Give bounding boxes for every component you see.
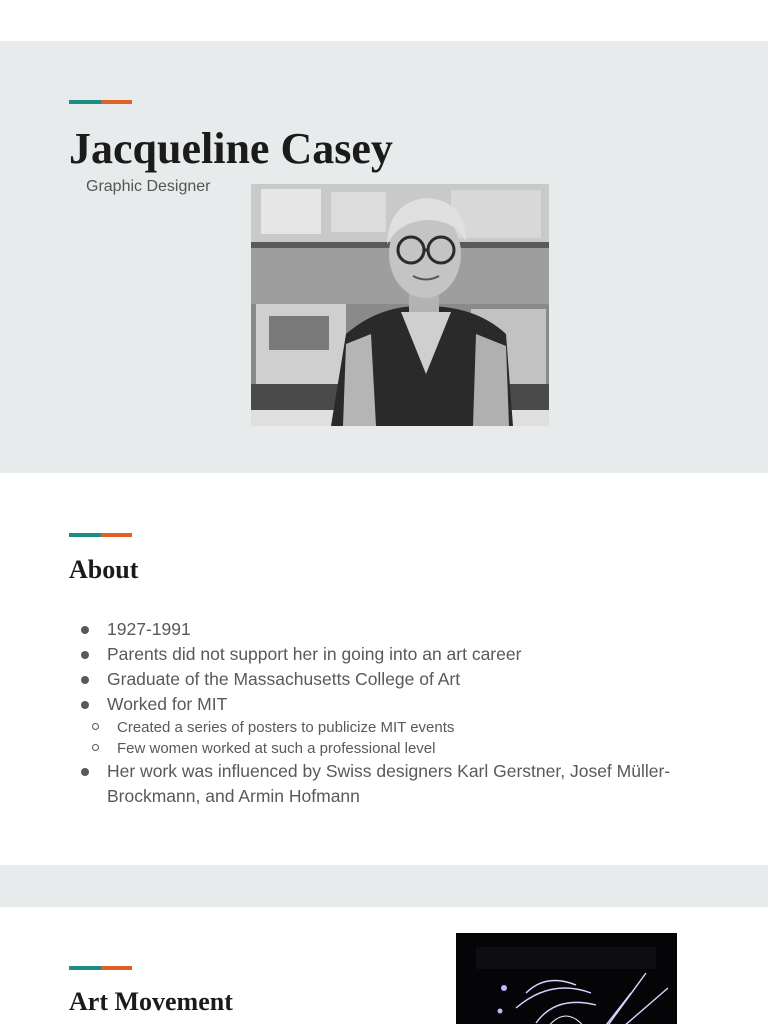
- section-title-about: About: [69, 555, 139, 584]
- about-slide: [0, 473, 768, 865]
- accent-bar: [69, 966, 132, 970]
- title-slide: [0, 41, 768, 473]
- art-poster-image: [456, 933, 677, 1024]
- sub-list-item: Created a series of posters to publicize MIT events: [79, 717, 699, 738]
- art-movement-slide: [0, 907, 768, 1024]
- list-item: 1927-1991: [79, 617, 699, 642]
- sub-list-container: [79, 717, 699, 759]
- subtitle: Graphic Designer: [86, 178, 211, 195]
- sub-list-item: Few women worked at such a professional level: [79, 738, 699, 759]
- page-title: Jacqueline Casey: [69, 124, 393, 173]
- about-bullet-list: [79, 617, 699, 809]
- list-item: Worked for MIT: [79, 692, 699, 717]
- sub-bullet-list: [79, 717, 699, 759]
- list-item: Her work was influenced by Swiss designers Karl Gerstner, Josef Müller-Brockmann, and Armin Hofmann: [79, 759, 699, 809]
- list-item: Graduate of the Massachusetts College of Art: [79, 667, 699, 692]
- list-item: Parents did not support her in going into an art career: [79, 642, 699, 667]
- portrait-photo: [251, 184, 549, 426]
- accent-bar: [69, 100, 132, 104]
- accent-bar: [69, 533, 132, 537]
- section-title-art-movement: Art Movement: [69, 987, 233, 1016]
- slide-gap: [0, 865, 768, 907]
